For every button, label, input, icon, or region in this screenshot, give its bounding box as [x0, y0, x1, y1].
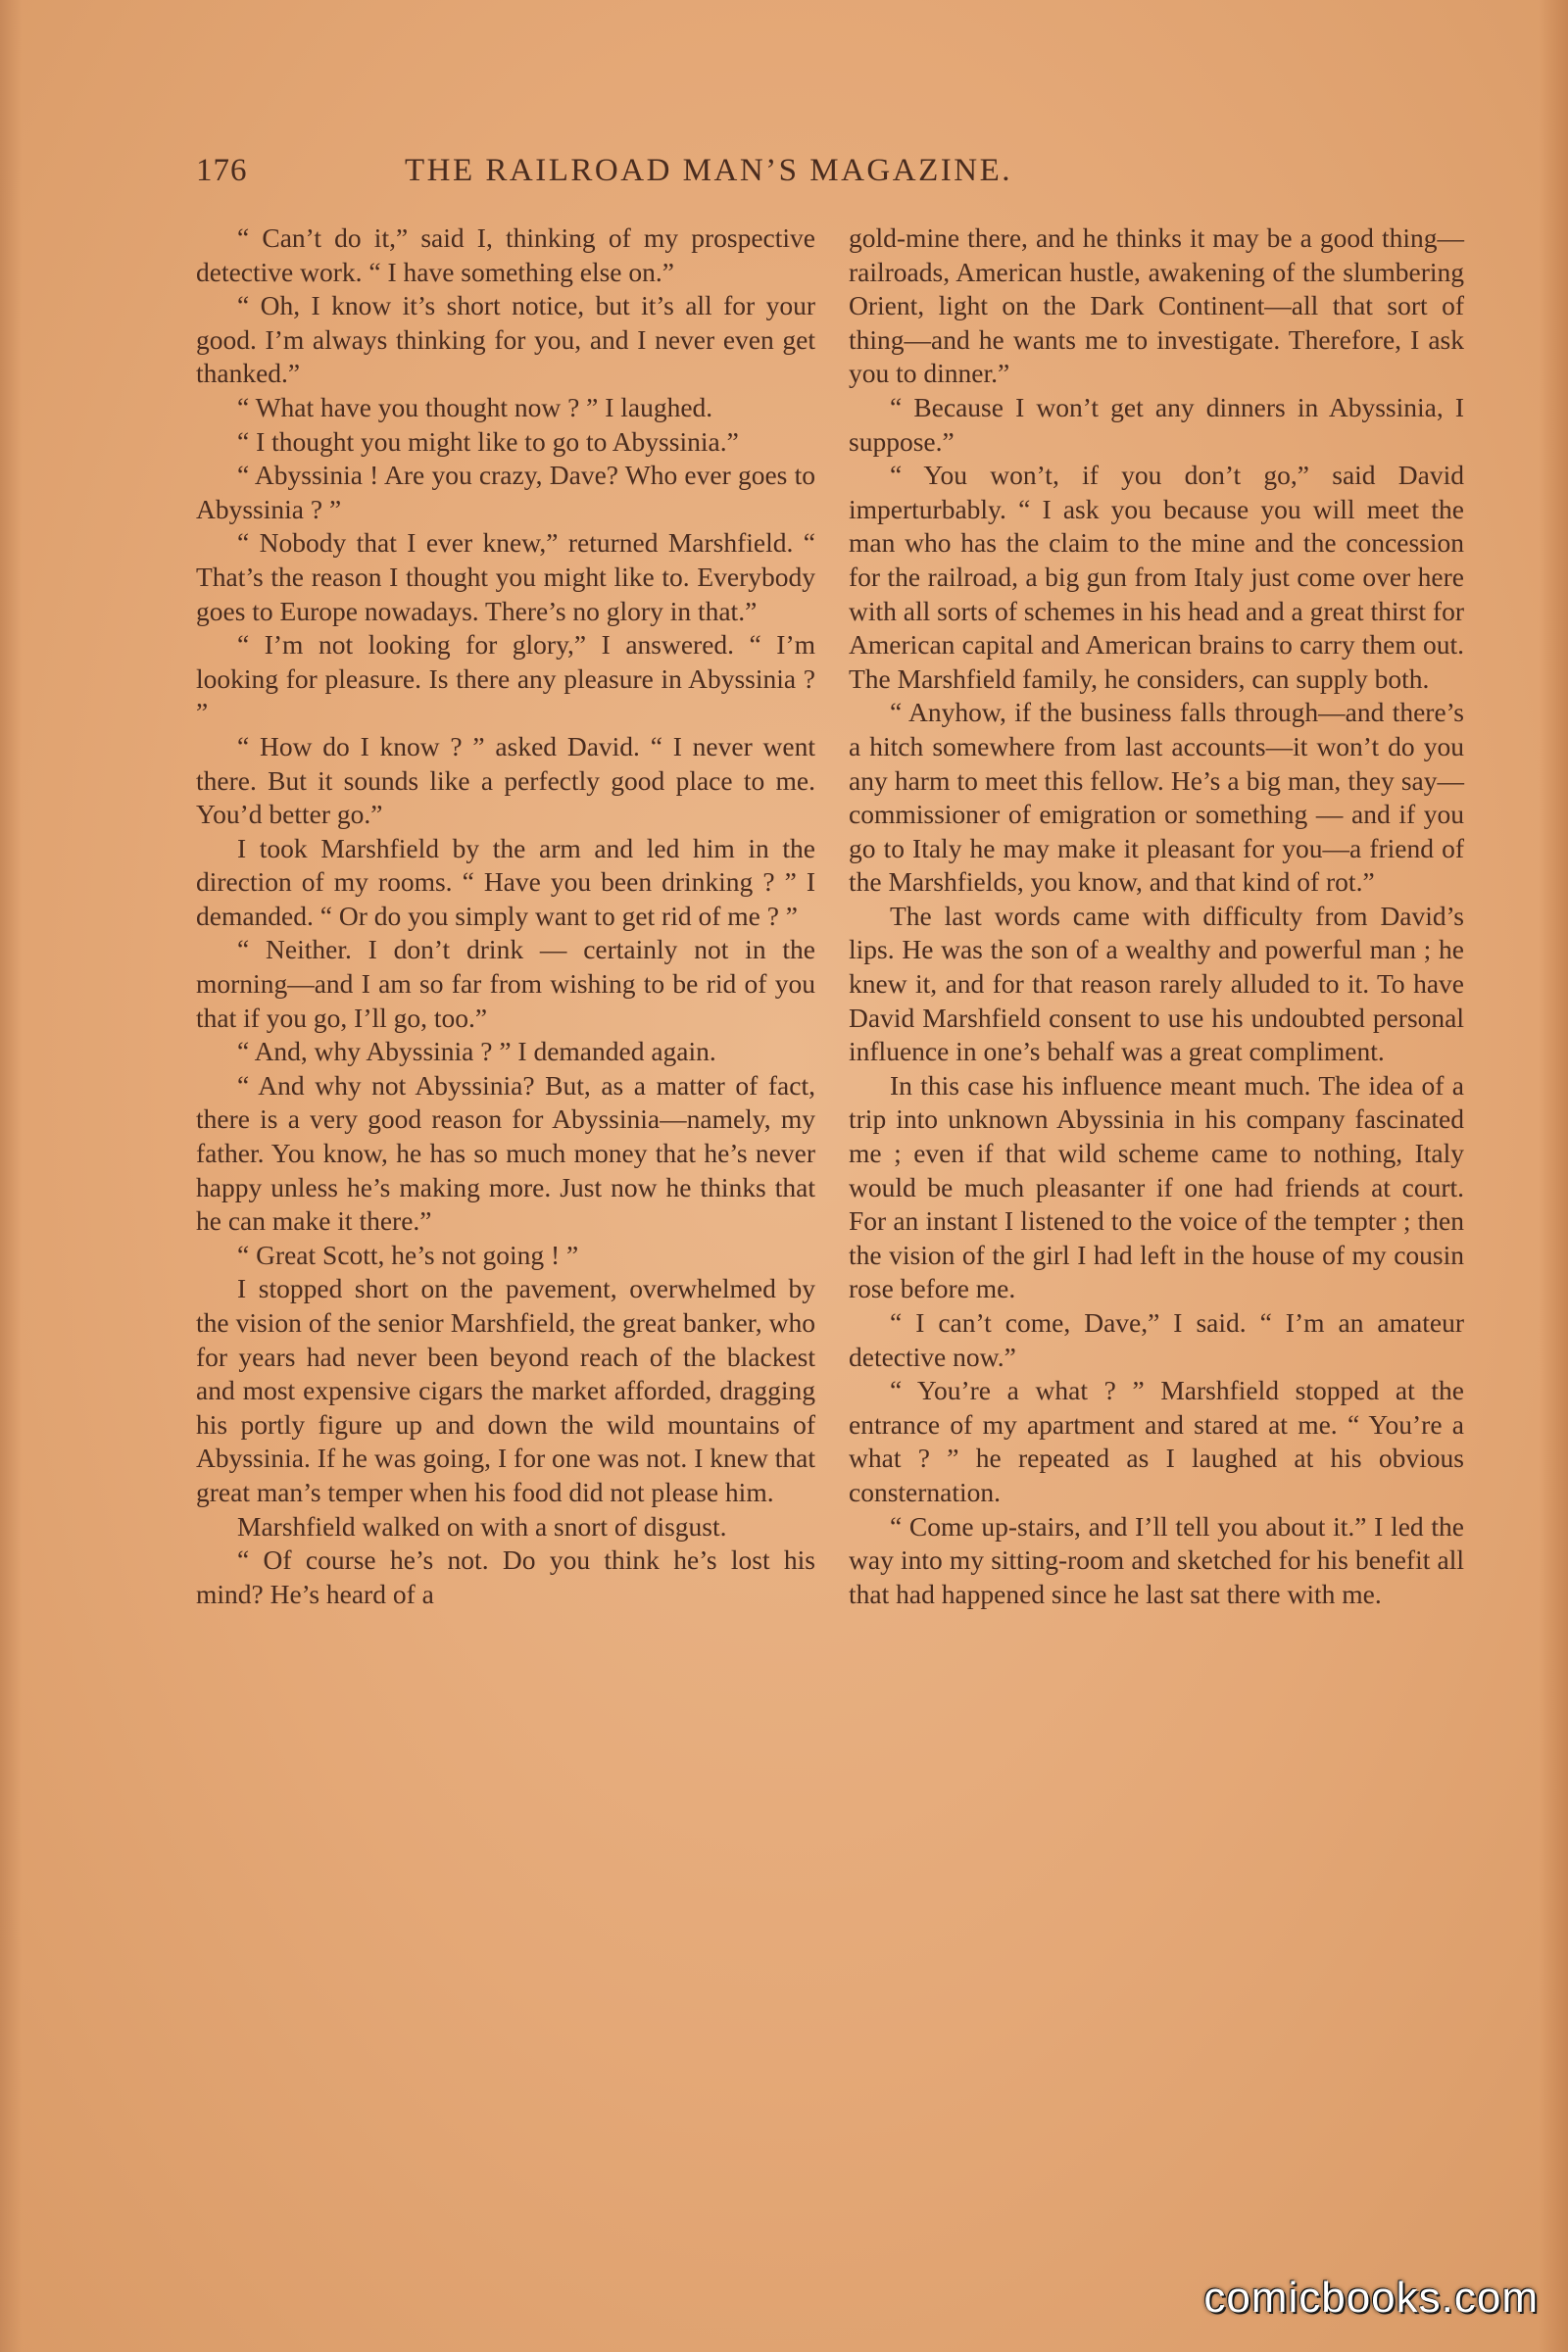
paragraph: “ I’m not looking for glory,” I answered. “ I’m looking for pleasure. Is there any pleasure in Abyssinia ? ” [196, 629, 815, 728]
page-edge-shadow-right [1539, 0, 1568, 2352]
paragraph: “ Great Scott, he’s not going ! ” [237, 1239, 579, 1270]
paragraph: “ You’re a what ? ” Marshfield stopped at the entrance of my apartment and stared at me. “ You’re a what ? ” he repeated as I laughed at his obvious consternation. [849, 1375, 1464, 1507]
paragraph: “ And why not Abyssinia? But, as a matter of fact, there is a very good reason for Abyssinia—namely, my father. You know, he has so much money that he’s never happy unless he’s making more. Just now he thinks that he can make it there.” [196, 1069, 815, 1237]
paragraph: I took Marshfield by the arm and led him in the direction of my rooms. “ Have you been drinking ? ” I demanded. “ Or do you simply want to get rid of me ? ” [196, 832, 815, 931]
page-header [196, 153, 1182, 202]
text-column-right [849, 221, 1464, 1611]
paragraph: “ Abyssinia ! Are you crazy, Dave? Who ever goes to Abyssinia ? ” [196, 460, 815, 524]
paragraph: “ Of course he’s not. Do you think he’s lost his mind? He’s heard of a [196, 1544, 815, 1609]
paragraph: “ Come up-stairs, and I’ll tell you about it.” I led the way into my sitting-room and sketched for his benefit all that had happened since he last sat there with me. [849, 1510, 1464, 1609]
page-edge-shadow-left [0, 0, 22, 2352]
running-title: THE RAILROAD MAN’S MAGAZINE. [405, 153, 1012, 188]
watermark: comicbooks.com [1203, 2274, 1539, 2322]
paragraph: “ Oh, I know it’s short notice, but it’s all for your good. I’m always thinking for you, and I never even get thanked.” [196, 290, 815, 389]
paragraph: Marshfield walked on with a snort of disgust. [237, 1510, 727, 1542]
paragraph: “ Anyhow, if the business falls through—and there’s a hitch somewhere from last accounts—it won’t do you any harm to meet this fellow. He’s a big man, they say—commissioner of emigration or something — and if you go to Italy he may make it pleasant for you—a friend of the Marshfields, you know, and that kind of rot.” [849, 697, 1464, 898]
paragraph: “ I can’t come, Dave,” I said. “ I’m an amateur detective now.” [849, 1307, 1464, 1372]
paragraph: “ Neither. I don’t drink — certainly not in the morning—and I am so far from wishing to be rid of you that if you go, I’ll go, too.” [196, 934, 815, 1033]
paragraph: “ Because I won’t get any dinners in Abyssinia, I suppose.” [849, 391, 1464, 457]
paragraph: “ How do I know ? ” asked David. “ I never went there. But it sounds like a perfectly good place to me. You’d better go.” [196, 730, 815, 830]
paragraph: gold-mine there, and he thinks it may be a good thing—railroads, American hustle, awakening of the slumbering Orient, light on the Dark Continent—all that sort of thing—and he wants me to investigate. Therefore, I ask you to dinner.” [849, 222, 1464, 389]
paragraph: “ Nobody that I ever knew,” returned Marshfield. “ That’s the reason I thought you might like to. Everybody goes to Europe nowadays. There’s no glory in that.” [196, 527, 815, 626]
paragraph: “ What have you thought now ? ” I laughed. [237, 391, 713, 422]
paragraph: “ And, why Abyssinia ? ” I demanded again. [237, 1036, 716, 1067]
paragraph: “ Can’t do it,” said I, thinking of my prospective detective work. “ I have something else on.” [196, 222, 815, 287]
text-column-left [196, 221, 815, 1611]
paragraph: “ I thought you might like to go to Abyssinia.” [237, 425, 739, 457]
paragraph: “ You won’t, if you don’t go,” said David imperturbably. “ I ask you because you will meet the man who has the claim to the mine and the concession for the railroad, a big gun from Italy just come over here with all sorts of schemes in his head and a great thirst for American capital and American brains to carry them out. The Marshfield family, he considers, can supply both. [849, 460, 1464, 694]
page-number: 176 [196, 153, 248, 188]
paragraph: The last words came with difficulty from David’s lips. He was the son of a wealthy and powerful man ; he knew it, and for that reason rarely alluded to it. To have David Marshfield consent to use his undoubted personal influence in one’s behalf was a great compliment. [849, 900, 1464, 1067]
paragraph: I stopped short on the pavement, overwhelmed by the vision of the senior Marshfield, the great banker, who for years had never been beyond reach of the blackest and most expensive cigars the market afforded, dragging his portly figure up and down the wild mountains of Abyssinia. If he was going, I for one was not. I knew that great man’s temper when his food did not please him. [196, 1273, 815, 1507]
paragraph: In this case his influence meant much. The idea of a trip into unknown Abyssinia in his company fascinated me ; even if that wild scheme came to nothing, Italy would be much pleasanter if one had friends at court. For an instant I listened to the voice of the tempter ; then the vision of the girl I had left in the house of my cousin rose before me. [849, 1069, 1464, 1304]
